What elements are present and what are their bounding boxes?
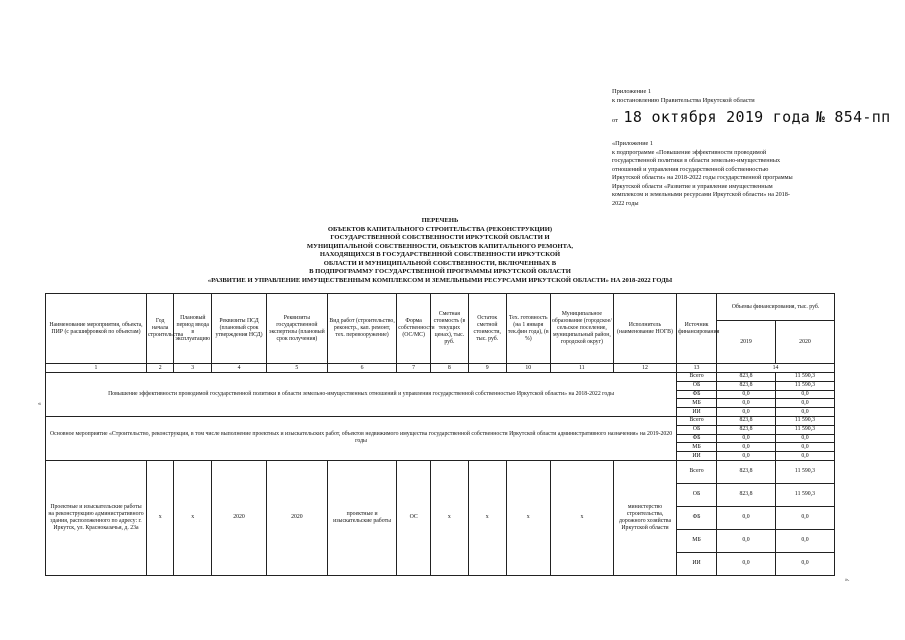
- header-cell: Остаток сметной стоимости, тыс. руб.: [468, 294, 506, 364]
- cost-cell: х: [430, 460, 468, 575]
- source-cell: ОБ: [677, 483, 717, 506]
- value-cell: 0,0: [775, 552, 834, 575]
- header-cell: Форма собственности (ОС/МС): [397, 294, 431, 364]
- value-cell: 11 590,3: [775, 425, 834, 434]
- header-cell: Тех. готовность (на 1 января тек.фин годa), (в %): [506, 294, 550, 364]
- subprogram-name-cell: Повышение эффективности проводимой государственной политики в области земельно-имущественных отношений и управления государственной собственностью Иркутской области» на 2018-2022 годы: [46, 373, 677, 417]
- value-cell: 823,8: [717, 460, 776, 483]
- col-number: 1: [46, 364, 147, 373]
- ownership-cell: ОС: [397, 460, 431, 575]
- col-number: 12: [613, 364, 676, 373]
- header-cell: Вид работ (строительство, реконстр., кап. ремонт, тех. перевооружение): [327, 294, 396, 364]
- title-line: ГОСУДАРСТВЕННОЙ СОБСТВЕННОСТИ ИРКУТСКОЙ ОБЛАСТИ И: [330, 234, 550, 241]
- value-cell: 0,0: [717, 390, 776, 399]
- value-cell: 11 590,3: [775, 381, 834, 390]
- year-2020-header: 2020: [775, 321, 834, 364]
- source-cell: Всего: [677, 460, 717, 483]
- col-number: 6: [327, 364, 396, 373]
- value-cell: 823,8: [717, 416, 776, 425]
- value-cell: 0,0: [717, 552, 776, 575]
- col-number: 8: [430, 364, 468, 373]
- value-cell: 11 590,3: [775, 460, 834, 483]
- main-activity-name-cell: Основное мероприятие «Строительство, реконструкция, в том числе выполнение проектных и изыскательских работ, объектов недвижимого имущества государственной собственности Иркутской области административного назначения» на 2019-2020 годы: [46, 416, 677, 460]
- value-cell: 823,8: [717, 373, 776, 382]
- subprogram-line: отношений и управления государственной собственностью: [612, 165, 769, 173]
- source-cell: МБ: [677, 529, 717, 552]
- subprogram-line: «Приложение 1: [612, 140, 653, 147]
- value-cell: 0,0: [775, 434, 834, 443]
- col-number: 14: [717, 364, 835, 373]
- source-cell: ОБ: [677, 425, 717, 434]
- header-cell: Реквизиты ПСД (плановый срок утверждения НСД): [212, 294, 267, 364]
- resolution-date: 18 октября 2019 года: [623, 108, 811, 126]
- title-line: «РАЗВИТИЕ И УПРАВЛЕНИЕ ИМУЩЕСТВЕННЫМ КОМПЛЕКСОМ И ЗЕМЕЛЬНЫМИ РЕСУРСАМИ ИРКУТСКОЙ ОБЛАСТИ» НА 2018-2022 ГОДЫ: [207, 276, 673, 284]
- from-label: от: [612, 117, 618, 124]
- value-cell: 0,0: [775, 408, 834, 417]
- value-cell: 11 590,3: [775, 416, 834, 425]
- value-cell: 0,0: [775, 443, 834, 452]
- value-cell: 0,0: [717, 452, 776, 461]
- header-cell: Сметная стоимость (в текущих ценах), тыс. руб.: [430, 294, 468, 364]
- subprogram-line: государственной политики в области земельно-имущественных: [612, 157, 781, 164]
- source-cell: Всего: [677, 373, 717, 382]
- subprogram-appendix: [612, 140, 842, 208]
- title-line: В ПОДПРОГРАММУ ГОСУДАРСТВЕННОЙ ПРОГРАММЫ ИРКУТСКОЙ ОБЛАСТИ: [309, 268, 571, 275]
- title-line: ОБЛАСТИ И МУНИЦИПАЛЬНОЙ СОБСТВЕННОСТИ, ВКЛЮЧЕННЫХ В: [323, 259, 557, 267]
- subprogram-line: 2022 годы: [612, 199, 639, 207]
- source-cell: ИИ: [677, 552, 717, 575]
- executor-cell: министерство строительства, дорожного хозяйства Иркутской области: [613, 460, 676, 575]
- title-line: МУНИЦИПАЛЬНОЙ СОБСТВЕННОСТИ, ОБЪЕКТОВ КАПИТАЛЬНОГО РЕМОНТА,: [306, 242, 574, 250]
- header-cell: Исполнитель (наименование НОГВ): [613, 294, 676, 364]
- object-name-cell: Проектные и изыскательские работы на реконструкцию административного здания, расположенного по адресу: г. Иркутск, ул. Красноказачья, д. 23а: [46, 460, 147, 575]
- source-cell: Всего: [677, 416, 717, 425]
- subprogram-line: к подпрограмме «Повышение эффективности проводимой: [612, 148, 767, 156]
- source-cell: ОБ: [677, 381, 717, 390]
- value-cell: 0,0: [775, 452, 834, 461]
- header-cell: Реквизиты государственной экспертизы (плановый срок получения): [266, 294, 327, 364]
- col-number: 10: [506, 364, 550, 373]
- value-cell: 0,0: [717, 434, 776, 443]
- value-cell: 0,0: [775, 399, 834, 408]
- value-cell: 0,0: [717, 408, 776, 417]
- psd-cell: 2020: [212, 460, 267, 575]
- value-cell: 0,0: [775, 506, 834, 529]
- source-cell: МБ: [677, 399, 717, 408]
- col-number: 7: [397, 364, 431, 373]
- document-title: [140, 217, 740, 285]
- value-cell: 0,0: [775, 390, 834, 399]
- financing-header: Объемы финансирования, тыс. руб.: [717, 294, 835, 321]
- source-cell: ИИ: [677, 452, 717, 461]
- value-cell: 823,8: [717, 483, 776, 506]
- col-number: 11: [550, 364, 613, 373]
- subprogram-line: комплексом и земельными ресурсами Иркутской области» на 2018-: [612, 191, 790, 198]
- resolution-number: № 854-пп: [815, 108, 891, 126]
- subprogram-line: Иркутской области» на 2018-2022 годы государственной программы: [612, 174, 793, 181]
- source-cell: ИИ: [677, 408, 717, 417]
- resolution-date-number: [612, 108, 890, 126]
- value-cell: 823,8: [717, 425, 776, 434]
- header-cell: Плановый период ввода в эксплуатацию: [174, 294, 212, 364]
- value-cell: 0,0: [775, 529, 834, 552]
- col-number: 5: [266, 364, 327, 373]
- table-row: [46, 460, 835, 483]
- title-line: НАХОДЯЩИХСЯ В ГОСУДАРСТВЕННОЙ СОБСТВЕННОСТИ ИРКУТСКОЙ: [319, 251, 561, 258]
- table-header-row: [46, 294, 835, 321]
- header-cell: Наименование мероприятия, объекта, ПИР (с расшифровкой по объектам): [46, 294, 147, 364]
- margin-mark: «: [38, 401, 41, 407]
- year-start-cell: х: [146, 460, 173, 575]
- appendix-header: [612, 88, 892, 105]
- source-cell: ФБ: [677, 434, 717, 443]
- col-number: 3: [174, 364, 212, 373]
- value-cell: 823,8: [717, 381, 776, 390]
- value-cell: 11 590,3: [775, 373, 834, 382]
- appendix-line-1: Приложение 1: [612, 88, 652, 95]
- value-cell: 0,0: [717, 529, 776, 552]
- header-cell: Муниципальное образование (городское/сельское поселение, муниципальный район, городской округ): [550, 294, 613, 364]
- appendix-line-2: к постановлению Правительства Иркутской области: [612, 96, 755, 104]
- subprogram-line: Иркутской области «Развитие и управление имущественным: [612, 182, 773, 190]
- header-cell: Год начала строительства: [146, 294, 173, 364]
- col-number: 13: [677, 364, 717, 373]
- closing-quote-mark: ».: [845, 577, 850, 583]
- title-line: ОБЪЕКТОВ КАПИТАЛЬНОГО СТРОИТЕЛЬСТВА (РЕКОНСТРУКЦИИ): [327, 225, 553, 233]
- expertise-cell: 2020: [266, 460, 327, 575]
- remainder-cell: х: [468, 460, 506, 575]
- readiness-cell: х: [506, 460, 550, 575]
- plan-period-cell: х: [174, 460, 212, 575]
- municipality-cell: х: [550, 460, 613, 575]
- value-cell: 0,0: [717, 443, 776, 452]
- source-cell: МБ: [677, 443, 717, 452]
- source-cell: ФБ: [677, 506, 717, 529]
- year-2019-header: 2019: [717, 321, 776, 364]
- header-cell: Источник финансирования: [677, 294, 717, 364]
- title-line: ПЕРЕЧЕНЬ: [421, 217, 459, 224]
- table-row: [46, 416, 835, 425]
- table-row: [46, 373, 835, 382]
- col-number: 9: [468, 364, 506, 373]
- objects-table: [45, 293, 835, 576]
- col-number: 4: [212, 364, 267, 373]
- column-numbers-row: [46, 364, 835, 373]
- value-cell: 0,0: [717, 399, 776, 408]
- value-cell: 0,0: [717, 506, 776, 529]
- value-cell: 11 590,3: [775, 483, 834, 506]
- col-number: 2: [146, 364, 173, 373]
- source-cell: ФБ: [677, 390, 717, 399]
- work-type-cell: проектные и изыскательские работы: [327, 460, 396, 575]
